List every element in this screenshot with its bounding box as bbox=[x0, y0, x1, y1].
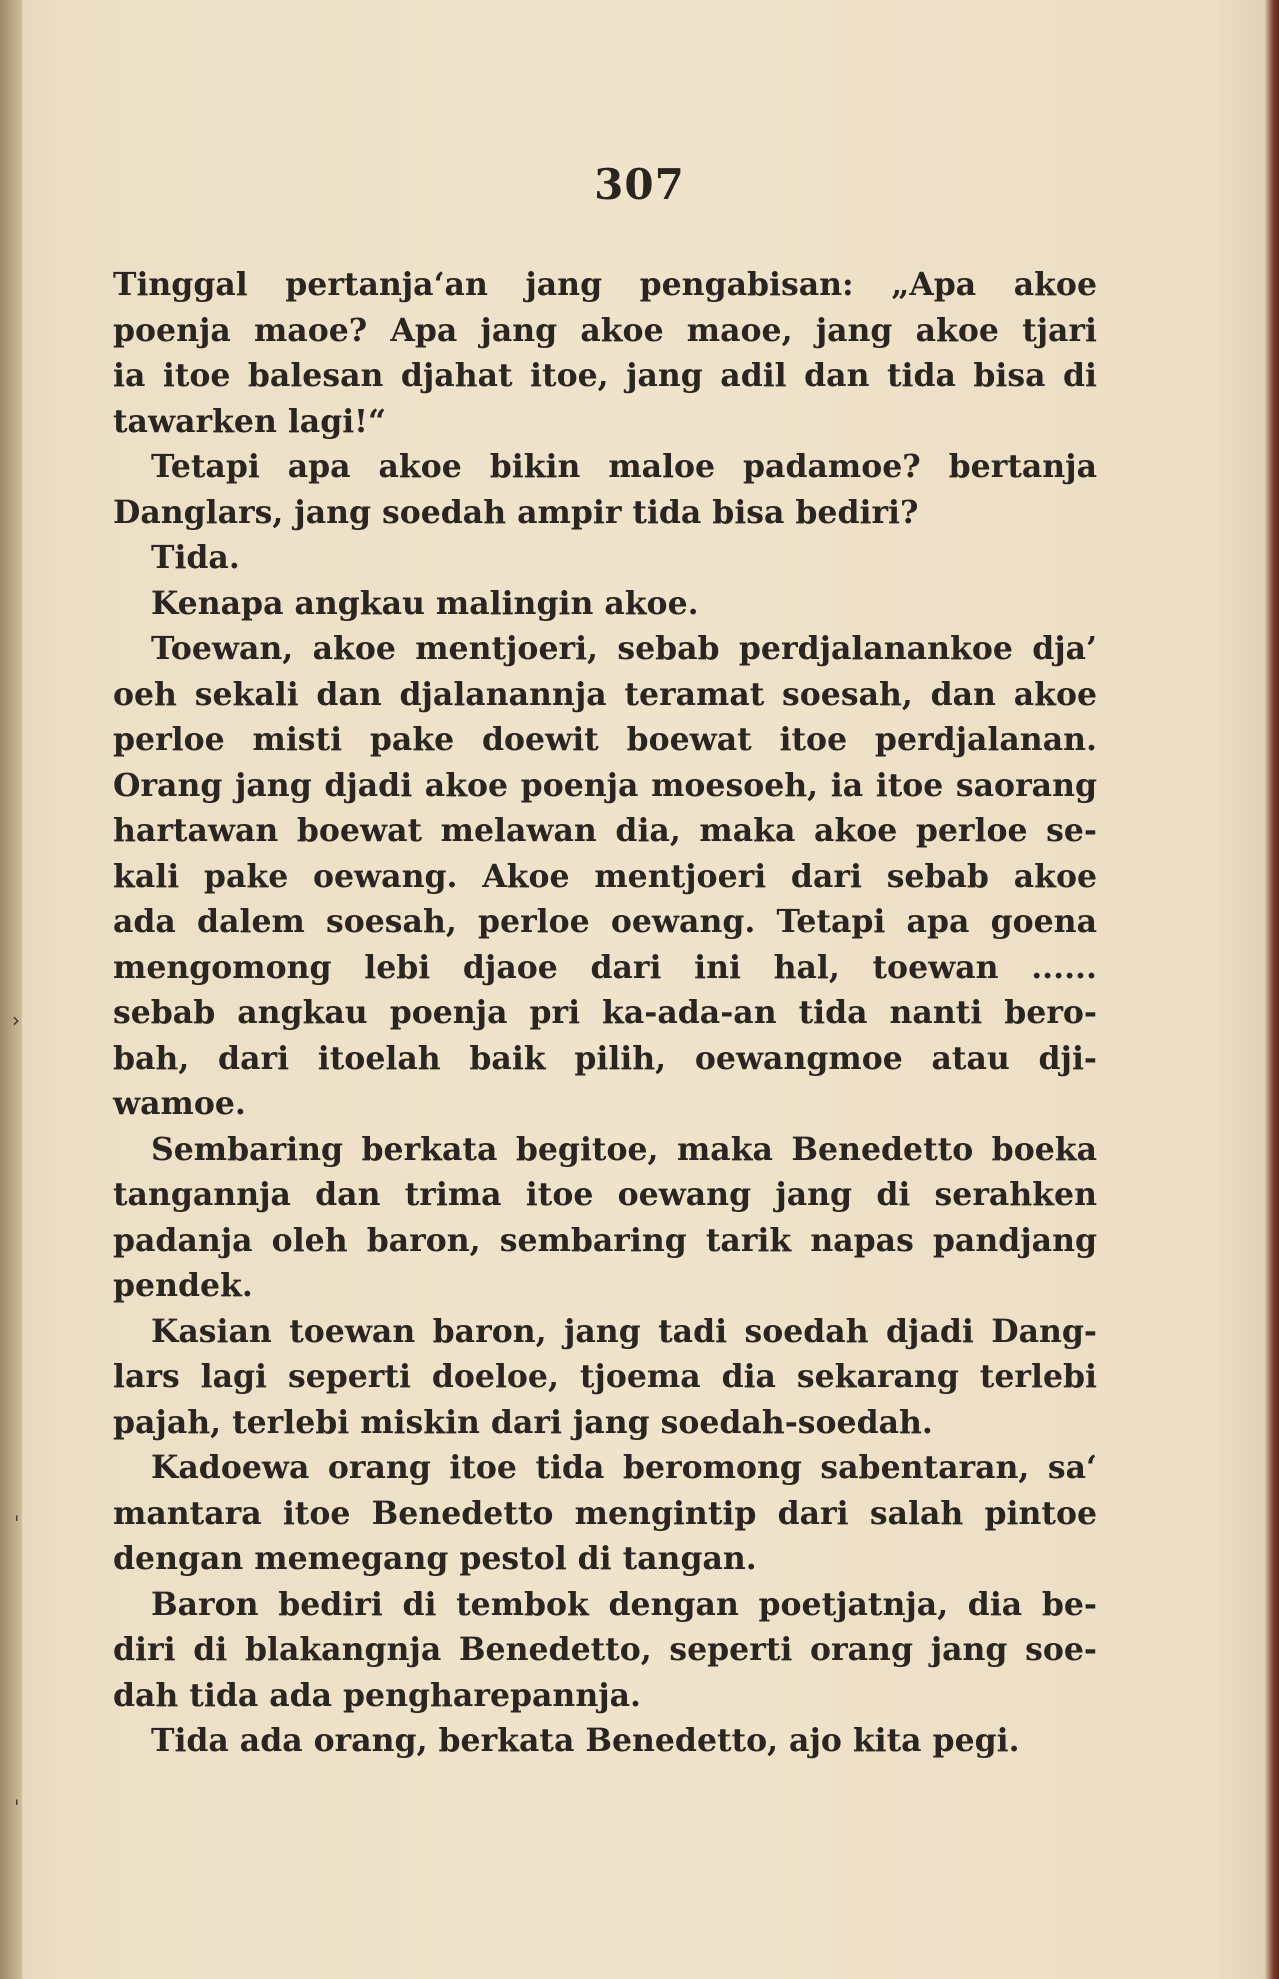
text-line: Danglars, jang soedah ampir tida bisa bediri? bbox=[113, 493, 919, 531]
margin-mark: › bbox=[12, 1008, 20, 1032]
text-line: dengan memegang pestol di tangan. bbox=[113, 1540, 757, 1577]
text-line: padanja oleh baron, sembaring tarik napas pandjang bbox=[113, 1221, 1097, 1259]
text-line: diri di blakangnja Benedetto, seperti orang jang soe- bbox=[113, 1631, 1097, 1668]
text-line: Tinggal pertanja‘an jang pengabisan: „Apa akoe bbox=[113, 266, 1097, 303]
text-line: mantara itoe Benedetto mengintip dari salah pintoe bbox=[113, 1494, 1097, 1532]
text-line: Sembaring berkata begitoe, maka Benedetto boeka bbox=[151, 1130, 1097, 1168]
text-line: mengomong lebi djaoe dari ini hal, toewan ...... bbox=[113, 948, 1097, 986]
text-line: pajah, terlebi miskin dari jang soedah-soedah. bbox=[113, 1403, 933, 1441]
text-line: hartawan boewat melawan dia, maka akoe perloe se- bbox=[113, 812, 1097, 849]
page-body-text bbox=[113, 262, 1097, 1764]
margin-mark: ˈ bbox=[14, 1512, 20, 1536]
text-line: perloe misti pake doewit boewat itoe perdjalanan. bbox=[113, 721, 1097, 758]
page-number: 307 bbox=[594, 160, 685, 209]
text-line: Kadoewa orang itoe tida beromong sabentaran, sa‘ bbox=[151, 1449, 1097, 1486]
text-line: ia itoe balesan djahat itoe, jang adil dan tida bisa di bbox=[113, 357, 1097, 394]
text-line: Baron bediri di tembok dengan poetjatnja, dia be- bbox=[151, 1585, 1097, 1623]
text-line: tawarken lagi!“ bbox=[113, 402, 387, 440]
text-line: Kasian toewan baron, jang tadi soedah djadi Dang- bbox=[151, 1312, 1097, 1350]
text-line: Tida. bbox=[151, 539, 240, 576]
text-line: Tida ada orang, berkata Benedetto, ajo kita pegi. bbox=[151, 1722, 1020, 1759]
margin-mark: ˈ bbox=[14, 1796, 20, 1820]
text-line: Orang jang djadi akoe poenja moesoeh, ia itoe saorang bbox=[113, 766, 1097, 804]
text-line: poenja maoe? Apa jang akoe maoe, jang akoe tjari bbox=[113, 311, 1097, 349]
text-line: Kenapa angkau malingin akoe. bbox=[151, 584, 699, 622]
text-line: bah, dari itoelah baik pilih, oewangmoe atau dji- bbox=[113, 1039, 1097, 1077]
text-line: ada dalem soesah, perloe oewang. Tetapi apa goena bbox=[113, 903, 1097, 940]
text-line: wamoe. bbox=[113, 1085, 246, 1122]
page-gutter-left bbox=[0, 0, 22, 1979]
text-line: sebab angkau poenja pri ka-ada-an tida nanti bero- bbox=[113, 994, 1097, 1031]
text-line: dah tida ada pengharepannja. bbox=[113, 1676, 641, 1714]
text-line: oeh sekali dan djalanannja teramat soesah, dan akoe bbox=[113, 675, 1097, 713]
book-cover-edge bbox=[1265, 0, 1279, 1979]
text-line: lars lagi seperti doeloe, tjoema dia sekarang terlebi bbox=[113, 1358, 1097, 1395]
text-line: kali pake oewang. Akoe mentjoeri dari sebab akoe bbox=[113, 857, 1097, 895]
text-line: tangannja dan trima itoe oewang jang di serahken bbox=[113, 1176, 1097, 1213]
text-line: pendek. bbox=[113, 1267, 253, 1304]
text-line: Toewan, akoe mentjoeri, sebab perdjalanankoe dja’ bbox=[151, 630, 1097, 667]
text-line: Tetapi apa akoe bikin maloe padamoe? bertanja bbox=[151, 448, 1097, 485]
